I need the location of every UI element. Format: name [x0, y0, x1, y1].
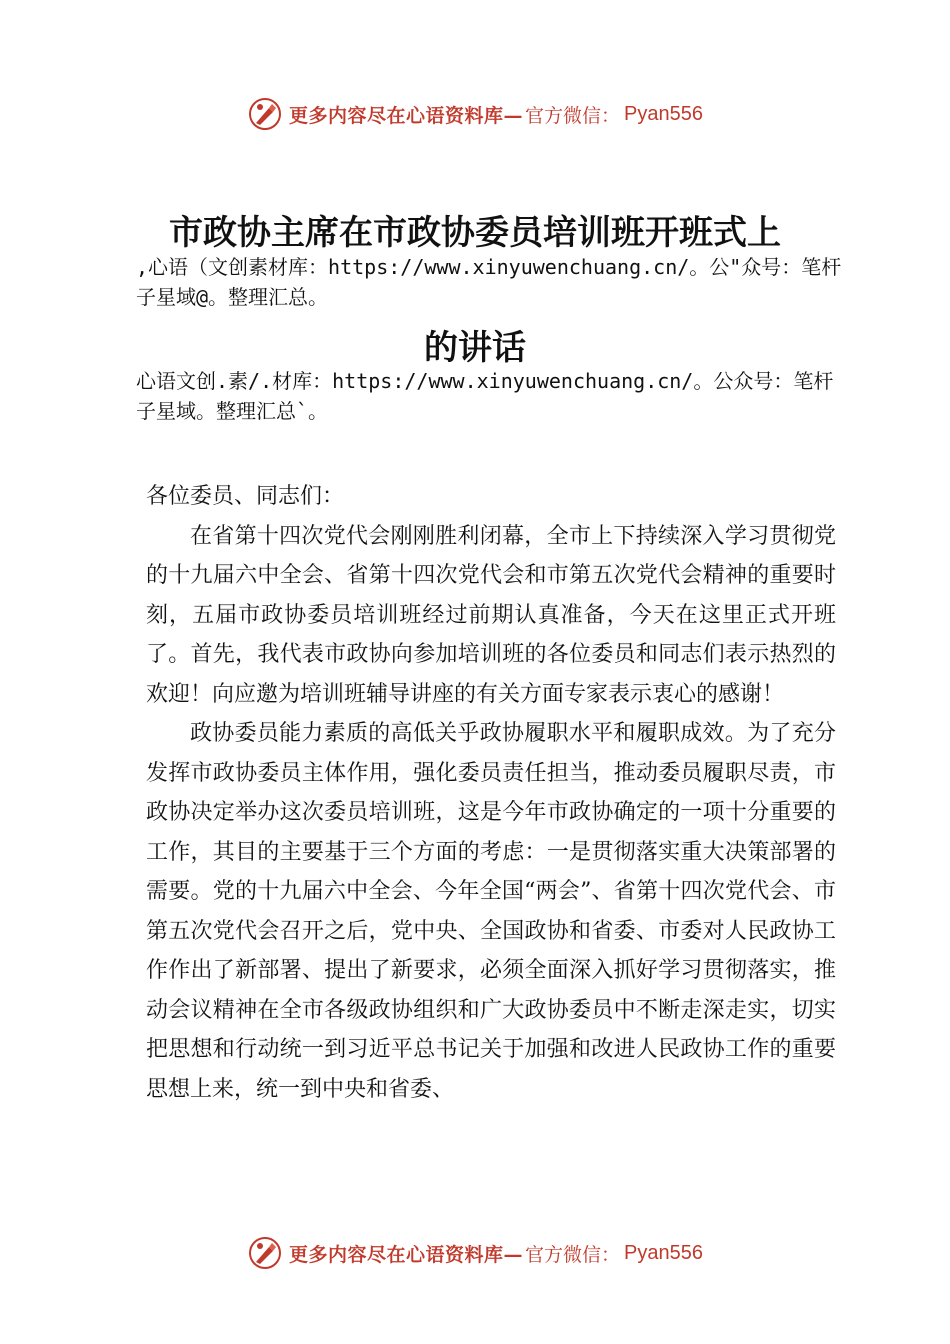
banner-wechat-label: 官方微信：: [525, 104, 621, 127]
document-title-line2: 的讲话: [424, 328, 526, 368]
salutation: 各位委员、同志们：: [146, 484, 345, 509]
footer-banner: [0, 1233, 950, 1273]
speech-paragraph-1: 在省第十四次党代会刚刚胜利闭幕，全市上下持续深入学习贯彻党的十九届六中全会、省第十四次党代会和市第五次党代会精神的重要时刻，五届市政协委员培训班经过前期认真准备，今天在这里正式开班了。首先，我代表市政协向参加培训班的各位委员和同志们表示热烈的欢迎！向应邀为培训班辅导讲座的有关方面专家表示衷心的感谢！: [146, 523, 836, 707]
source-note-2: 心语文创.素/.材库：https://www.xinyuwenchuang.cn/。公众号：笔杆子星域。整理汇总`。: [136, 369, 834, 423]
banner-wechat-id: Pyan556: [624, 102, 703, 125]
banner-slogan: 更多内容尽在心语资料库—: [289, 1243, 524, 1266]
banner-wechat-id: Pyan556: [624, 1241, 703, 1264]
document-title-line1: 市政协主席在市政协委员培训班开班式上: [169, 213, 781, 253]
speech-paragraph-2: 政协委员能力素质的高低关乎政协履职水平和履职成效。为了充分发挥市政协委员主体作用，强化委员责任担当，推动委员履职尽责，市政协决定举办这次委员培训班，这是今年市政协确定的一项十分重要的工作，其目的主要基于三个方面的考虑：一是贯彻落实重大决策部署的需要。党的十九届六中全会、今年全国“两会”、省第十四次党代会、市第五次党代会召开之后，党中央、全国政协和省委、市委对人民政协工作作出了新部署、提出了新要求，必须全面深入抓好学习贯彻落实，推动会议精神在全市各级政协组织和广大政协委员中不断走深走实，切实把思想和行动统一到习近平总书记关于加强和改进人民政协工作的重要思想上来，统一到中央和省委、: [146, 721, 836, 1102]
speech-body: [146, 477, 836, 1109]
source-note-1: ,心语（文创素材库：https://www.xinyuwenchuang.cn/。公"众号：笔杆子星域@。整理汇总。: [136, 255, 842, 309]
pen-logo-icon: [247, 96, 283, 132]
banner-wechat-label: 官方微信：: [525, 1243, 621, 1266]
banner-slogan: 更多内容尽在心语资料库—: [289, 104, 524, 127]
pen-logo-icon: [247, 1235, 283, 1271]
header-banner: [0, 94, 950, 134]
